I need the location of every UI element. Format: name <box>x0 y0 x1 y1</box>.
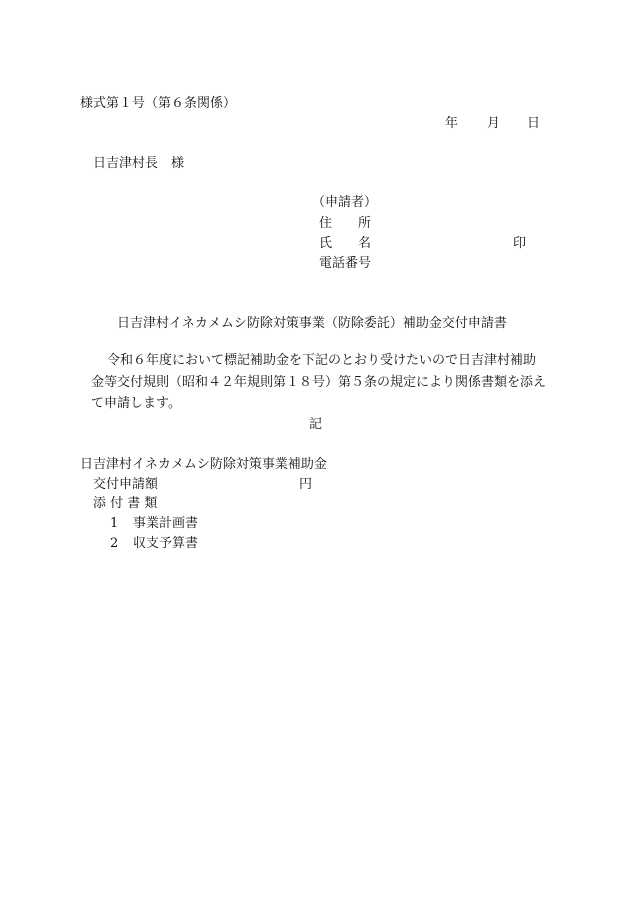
body-line: て申請します。 <box>91 396 181 411</box>
date-month: 月 <box>487 116 501 131</box>
addressee: 日吉津村長 様 <box>93 156 185 171</box>
attachment-num: 1 <box>110 516 119 531</box>
address-label-2: 所 <box>358 216 372 231</box>
attachment-item: 収支予算書 <box>133 536 199 551</box>
date-day: 日 <box>527 116 541 131</box>
attachment-item: 事業計画書 <box>133 516 199 531</box>
body-line: 令和６年度において標記補助金を下記のとおり受けたいので日吉津村補助 <box>107 353 537 368</box>
name-label-1: 氏 <box>319 236 333 251</box>
phone-label: 電話番号 <box>319 256 372 271</box>
address-label-1: 住 <box>319 216 333 231</box>
seal-mark: 印 <box>513 236 527 251</box>
subsidy-name: 日吉津村イネカメムシ防除対策事業補助金 <box>80 457 327 472</box>
name-label-2: 名 <box>358 236 372 251</box>
amount-unit: 円 <box>299 477 313 492</box>
body-line: 金等交付規則（昭和４２年規則第１８号）第５条の規定により関係書類を添え <box>91 375 547 390</box>
ki-mark: 記 <box>309 417 323 432</box>
document-title: 日吉津村イネカメムシ防除対策事業（防除委託）補助金交付申請書 <box>117 316 507 331</box>
applicant-heading: （申請者） <box>312 195 378 210</box>
attachments-label: 添 付 書 類 <box>93 496 158 511</box>
date-year: 年 <box>445 116 459 131</box>
amount-label: 交付申請額 <box>93 477 159 492</box>
form-number: 様式第１号（第６条関係） <box>80 96 237 111</box>
attachment-num: 2 <box>110 536 119 551</box>
